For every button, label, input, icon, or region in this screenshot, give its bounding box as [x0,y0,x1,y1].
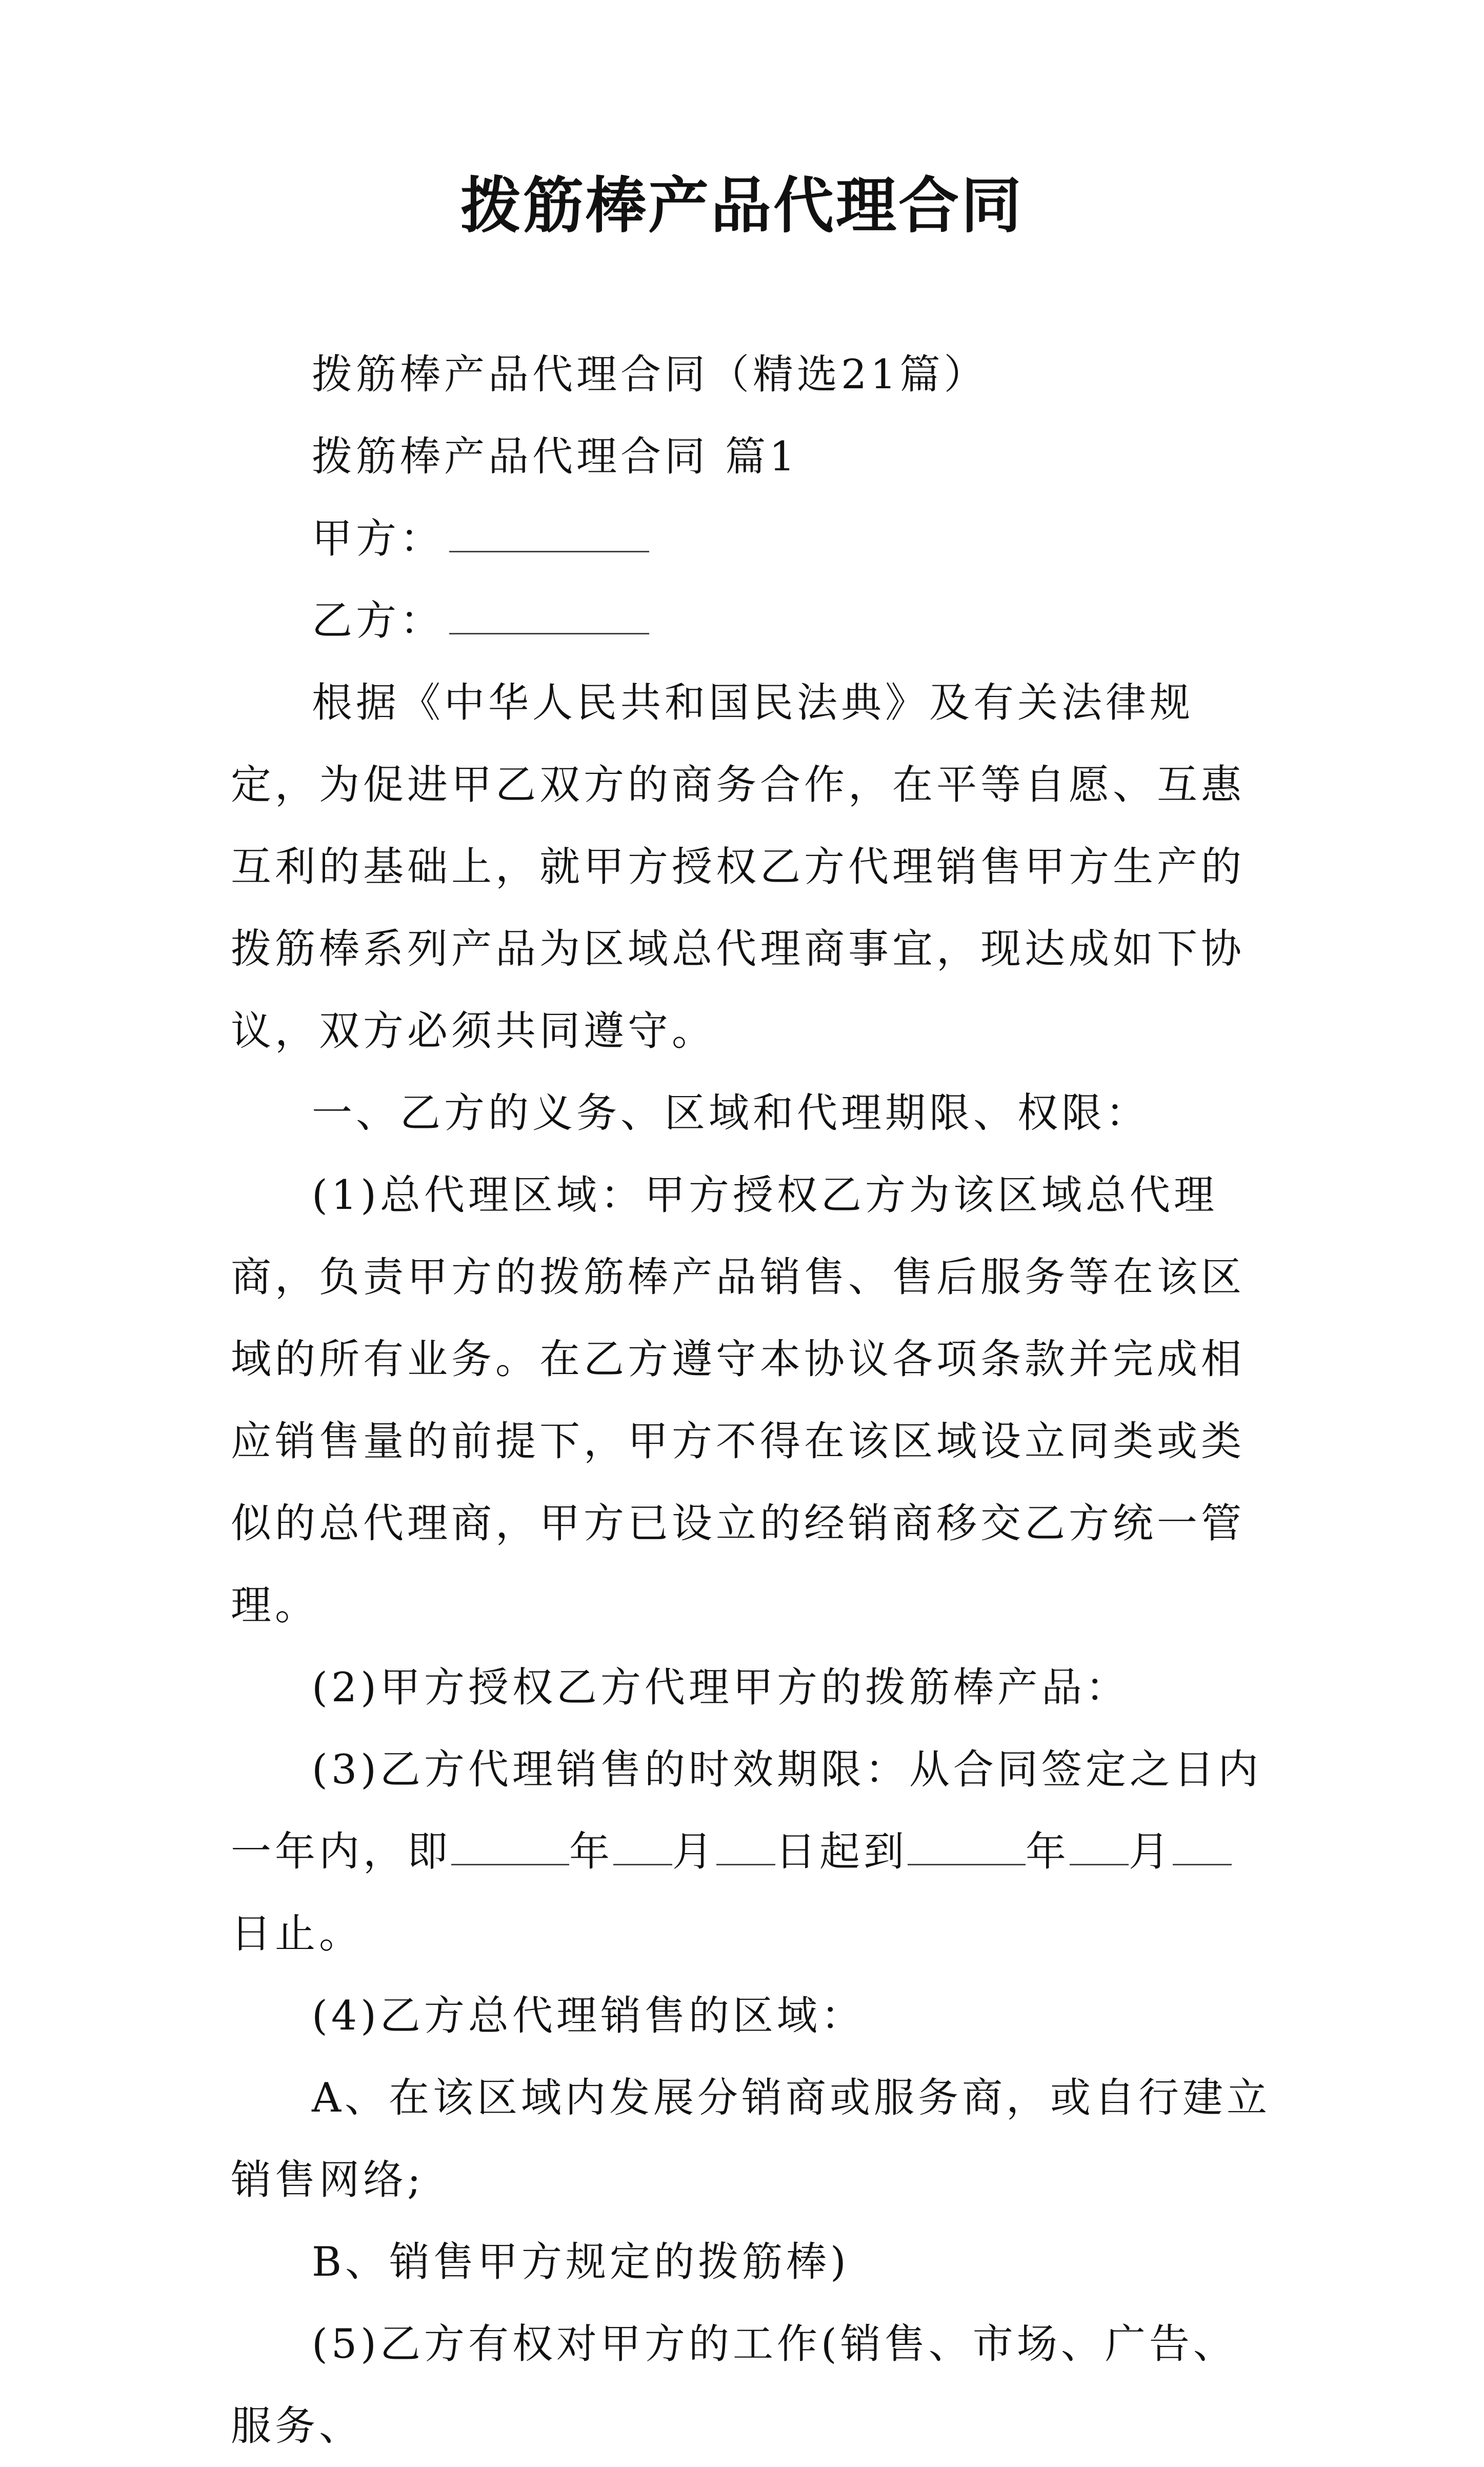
clause-1-heading: 一、乙方的义务、区域和代理期限、权限： [312,1089,1150,1137]
item-1-paragraph: (1)总代理区域：甲方授权乙方为该区域总代理商，负责甲方的拨筋棒产品销售、售后服务等在该区域的所有业务。在乙方遵守本协议各项条款并完成相应销售量的前提下，甲方不得在该区域设立同类或类似的总代理商，甲方已设立的经销商移交乙方统一管理。 [231,1171,1245,1629]
party-b-label: 乙方： [312,597,444,644]
item-4-paragraph: (4)乙方总代理销售的区域： [312,1992,865,2039]
item-3-text: (3)乙方代理销售的时效期限：从合同签定之日内一年内，即 [231,1746,1262,1875]
party-b-line [231,580,1272,662]
start-month-label: 月 [672,1828,716,1875]
item-3-paragraph [231,1728,1272,1975]
end-year-label: 年 [1026,1828,1070,1875]
intro-paragraph: 根据《中华人民共和国民法典》及有关法律规定，为促进甲乙双方的商务合作，在平等自愿、互惠互利的基础上，就甲方授权乙方代理销售甲方生产的拨筋棒系列产品为区域总代理商事宜，现达成如下协议，双方必须共同遵守。 [231,679,1245,1055]
start-year-label: 年 [569,1828,613,1875]
item-5-paragraph: (5)乙方有权对甲方的工作(销售、市场、广告、服务、 [231,2320,1237,2450]
start-day-label: 日起到 [775,1828,908,1875]
end-day-label: 日止。 [231,1910,363,1957]
section-heading: 拨筋棒产品代理合同 篇1 [312,433,799,480]
party-b-blank [449,600,649,634]
start-year-blank [451,1831,569,1865]
document-subtitle: 拨筋棒产品代理合同（精选21篇） [312,351,988,398]
end-month-label: 月 [1129,1828,1173,1875]
start-day-blank [716,1831,775,1865]
document-title: 拨筋棒产品代理合同 [460,170,1024,241]
item-a-paragraph: A、在该区域内发展分销商或服务商，或自行建立销售网络; [231,2074,1271,2203]
end-day-blank [1173,1831,1232,1865]
start-month-blank [613,1831,672,1865]
item-2-paragraph: (2)甲方授权乙方代理甲方的拨筋棒产品： [312,1664,1130,1711]
party-a-blank [449,518,649,552]
end-month-blank [1070,1831,1129,1865]
item-b-paragraph: B、销售甲方规定的拨筋棒) [312,2238,850,2285]
document-body [231,333,1272,2467]
party-a-label: 甲方： [312,515,444,562]
party-a-line [231,498,1272,580]
end-year-blank [908,1831,1026,1865]
